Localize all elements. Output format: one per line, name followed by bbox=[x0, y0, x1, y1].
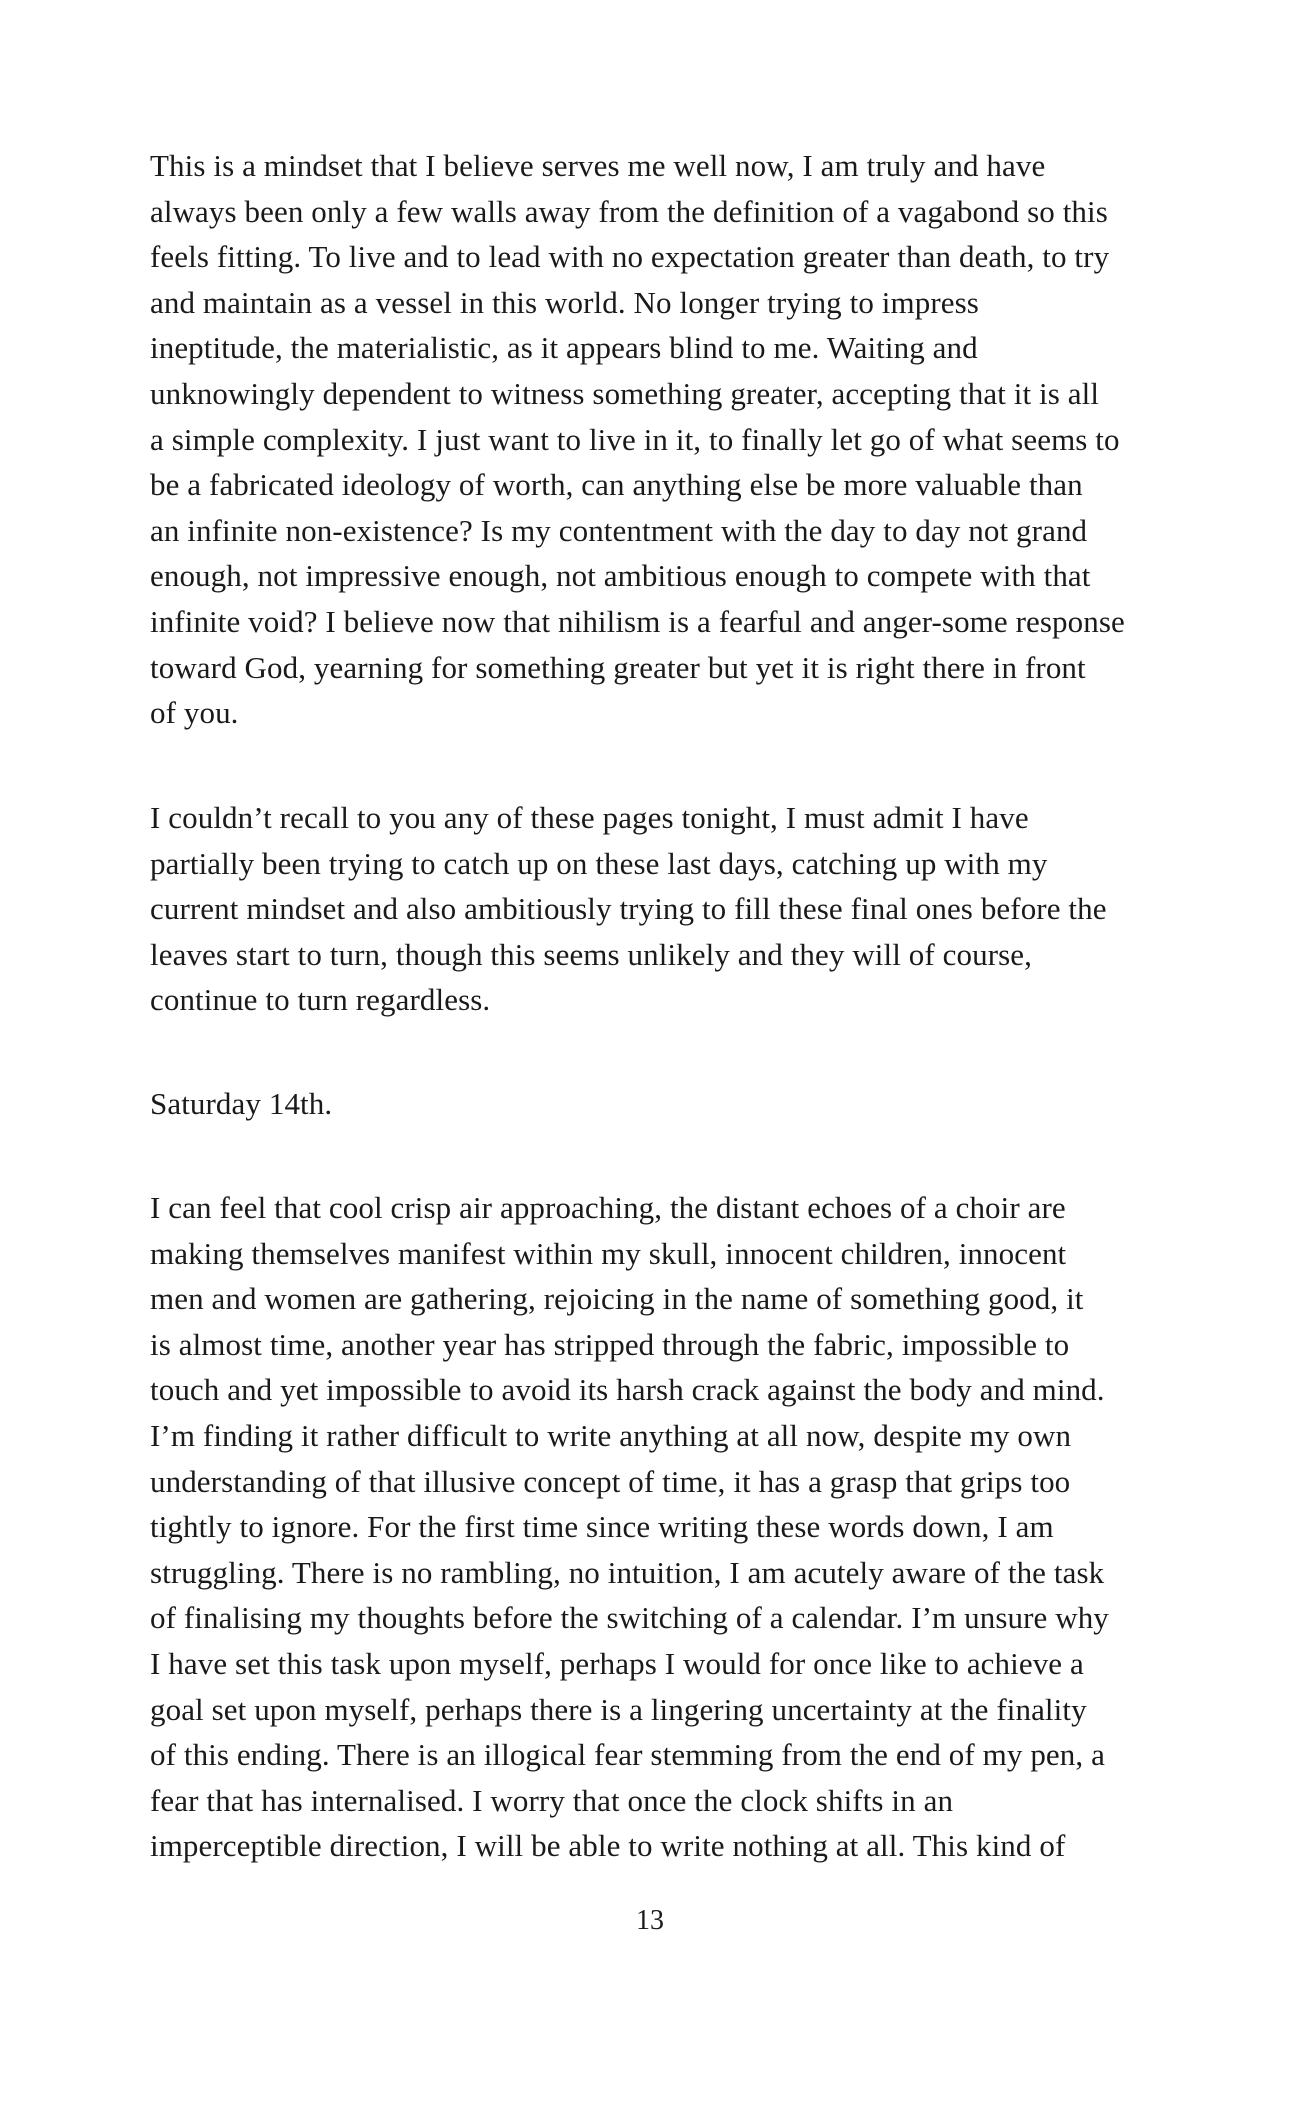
text-line: I can feel that cool crisp air approaching, the distant echoes of a choir are bbox=[150, 1190, 1066, 1225]
paragraph-recall bbox=[150, 795, 1160, 1023]
text-line: always been only a few walls away from the definition of a vagabond so this bbox=[150, 193, 1108, 229]
text-line: and maintain as a vessel in this world. No longer trying to impress bbox=[150, 284, 979, 320]
text-line: an infinite non-existence? Is my contentment with the day to day not grand bbox=[150, 512, 1088, 548]
text-line: feels fitting. To live and to lead with no expectation greater than death, to try bbox=[150, 239, 1110, 275]
text-line: unknowingly dependent to witness something greater, accepting that it is all bbox=[150, 375, 1100, 411]
text-line: imperceptible direction, I will be able to write nothing at all. This kind of bbox=[150, 1828, 1066, 1864]
text-line: goal set upon myself, perhaps there is a lingering uncertainty at the finality bbox=[150, 1691, 1087, 1727]
text-line: leaves start to turn, though this seems unlikely and they will of course, bbox=[150, 936, 1033, 972]
text-line: of this ending. There is an illogical fear stemming from the end of my pen, a bbox=[150, 1737, 1105, 1773]
text-line: ineptitude, the materialistic, as it appears blind to me. Waiting and bbox=[150, 330, 978, 366]
text-line: continue to turn regardless. bbox=[150, 982, 491, 1018]
text-line: I couldn’t recall to you any of these pages tonight, I must admit I have bbox=[150, 800, 1029, 835]
text-line: tightly to ignore. For the first time since writing these words down, I am bbox=[150, 1509, 1054, 1545]
text-line: partially been trying to catch up on these last days, catching up with my bbox=[150, 845, 1048, 881]
text-line: men and women are gathering, rejoicing in the name of something good, it bbox=[150, 1281, 1084, 1317]
text-line: I’m finding it rather difficult to write anything at all now, despite my own bbox=[150, 1417, 1072, 1453]
text-line: enough, not impressive enough, not ambitious enough to compete with that bbox=[150, 558, 1091, 594]
date-line: Saturday 14th. bbox=[150, 1086, 333, 1121]
text-line: fear that has internalised. I worry that once the clock shifts in an bbox=[150, 1782, 954, 1818]
paragraph-mindset bbox=[150, 143, 1160, 736]
text-line: understanding of that illusive concept of time, it has a grasp that grips too bbox=[150, 1463, 1071, 1499]
page-number: 13 bbox=[636, 1905, 664, 1936]
text-line: struggling. There is no rambling, no intuition, I am acutely aware of the task bbox=[150, 1554, 1105, 1590]
text-line: a simple complexity. I just want to live in it, to finally let go of what seems to bbox=[150, 421, 1120, 457]
text-line: This is a mindset that I believe serves me well now, I am truly and have bbox=[150, 148, 1046, 183]
text-line: of finalising my thoughts before the switching of a calendar. I’m unsure why bbox=[150, 1600, 1109, 1636]
text-line: touch and yet impossible to avoid its harsh crack against the body and mind. bbox=[150, 1372, 1105, 1408]
text-line: making themselves manifest within my skull, innocent children, innocent bbox=[150, 1235, 1067, 1271]
text-line: toward God, yearning for something greater but yet it is right there in front bbox=[150, 649, 1086, 685]
text-line: is almost time, another year has stripped through the fabric, impossible to bbox=[150, 1326, 1070, 1362]
paragraph-crisp-air bbox=[150, 1185, 1160, 1869]
text-line: infinite void? I believe now that nihilism is a fearful and anger-some response bbox=[150, 603, 1125, 639]
text-line: be a fabricated ideology of worth, can anything else be more valuable than bbox=[150, 467, 1083, 503]
date-heading bbox=[150, 1081, 1160, 1127]
text-line: current mindset and also ambitiously trying to fill these final ones before the bbox=[150, 891, 1107, 927]
text-line: I have set this task upon myself, perhaps I would for once like to achieve a bbox=[150, 1645, 1084, 1681]
text-line: of you. bbox=[150, 695, 239, 731]
